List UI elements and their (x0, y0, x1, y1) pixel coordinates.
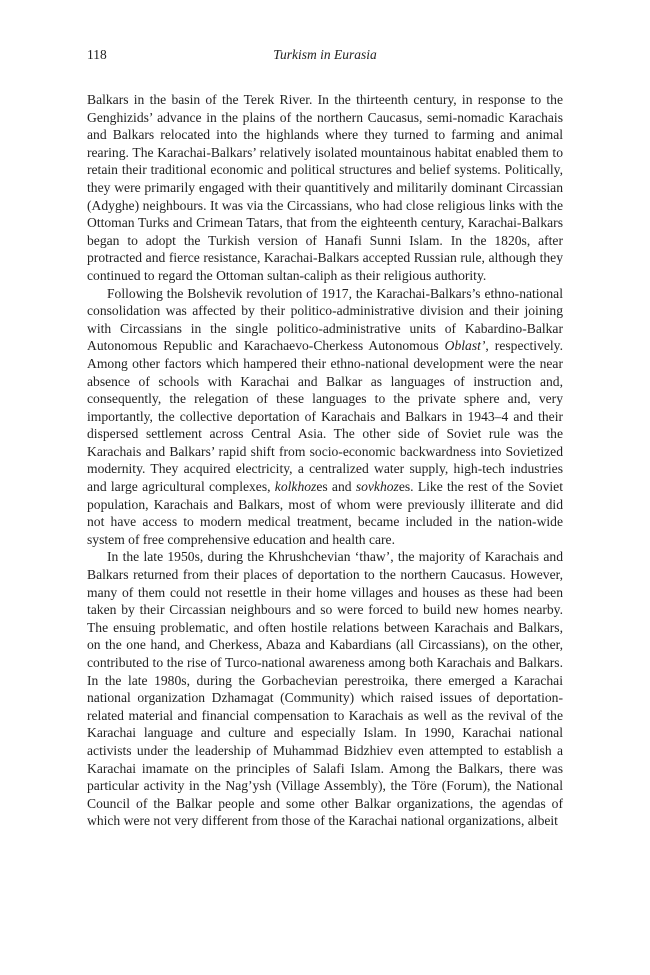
paragraph (87, 285, 563, 549)
text-run: es and (316, 479, 356, 495)
running-title: Turkism in Eurasia (273, 47, 377, 62)
running-head (87, 44, 563, 66)
italic-term: Oblast’ (444, 338, 486, 354)
text-run: In the late 1950s, during the Khrushchevian ‘thaw’, the majority of Karachais and Balkars returned from their places of deportation to the northern Caucasus. However, many of them could not resettle in their home villages and houses as these had been taken by their Circassian neighbours and so were forced to build new homes nearby. The ensuing problematic, and often hostile relations between Karachais and Balkars, on the one hand, and Cherkess, Abaza and Kabardians (all Circassians), on the other, contributed to the rise of Turco-national awareness among both Karachais and Balkars. In the late 1980s, during the Gorbachevian perestroika, there emerged a Karachai national organization Dzhamagat (Community) which raised issues of deportation-related material and financial compensation to Karachais as well as the revival of the Karachai language and culture and especially Islam. In 1990, Karachai national activists under the leadership of Muhammad Bidzhiev even attempted to establish a Karachai imamate on the principles of Salafi Islam. Among the Balkars, there was particular activity in the Nag’ysh (Village Assembly), the Töre (Forum), the National Council of the Balkar people and some other Balkar organizations, the agendas of which were not very different from those of the Karachai national organizations, albeit (87, 549, 563, 829)
text-run: Following the Bolshevik revolution of 1917, the Karachai-Balkars’s ethno-national consolidation was affected by their politico-administrative division and their joining with Circassians in the single politico-administrative units of Kabardino-Balkar Autonomous Republic and Karachaevo-Cherkess Autonomous (87, 285, 563, 354)
text-run: es. Like the rest of the Soviet population, Karachais and Balkars, most of whom were previously illiterate and did not have access to modern medical treatment, became included in the nation-wide system of free comprehensive education and health care. (87, 479, 563, 547)
text-run: Balkars in the basin of the Terek River. In the thirteenth century, in response to the Genghizids’ advance in the plains of the northern Caucasus, semi-nomadic Karachais and Balkars relocated into the highlands where they turned to farming and animal rearing. The Karachai-Balkars’ relatively isolated mountainous habitat enabled them to retain their traditional economic and political structures and belief systems. Politically, they were primarily engaged with their quantitively and militarily dominant Circassian (Adyghe) neighbours. It was via the Circassians, who had close religious links with the Ottoman Turks and Crimean Tatars, that from the eighteenth century, Karachai-Balkars began to adopt the Turkish version of Hanafi Sunni Islam. In the 1820s, after protracted and fierce resistance, Karachai-Balkars accepted Russian rule, although they continued to regard the Ottoman sultan-caliph as their religious authority. (87, 92, 563, 283)
italic-term: kolkhoz (274, 479, 317, 495)
text-run: , respectively. Among other factors which hampered their ethno-national development were the near absence of schools with Karachai and Balkar as languages of instruction and, consequently, the relegation of these languages to the private sphere and, very importantly, the collective deportation of Karachais and Balkars in 1943–4 and their dispersed settlement across Central Asia. The other side of Soviet rule was the Karachais and Balkars’ rapid shift from socio-economic backwardness into Sovietized modernity. They acquired electricity, a centralized water supply, high-tech industries and large agricultural complexes, (87, 338, 563, 495)
paragraph (87, 91, 563, 285)
book-page (87, 44, 563, 830)
paragraph (87, 548, 563, 830)
page-number: 118 (87, 47, 107, 62)
body-text (87, 91, 563, 830)
italic-term: sovkhoz (355, 479, 399, 495)
